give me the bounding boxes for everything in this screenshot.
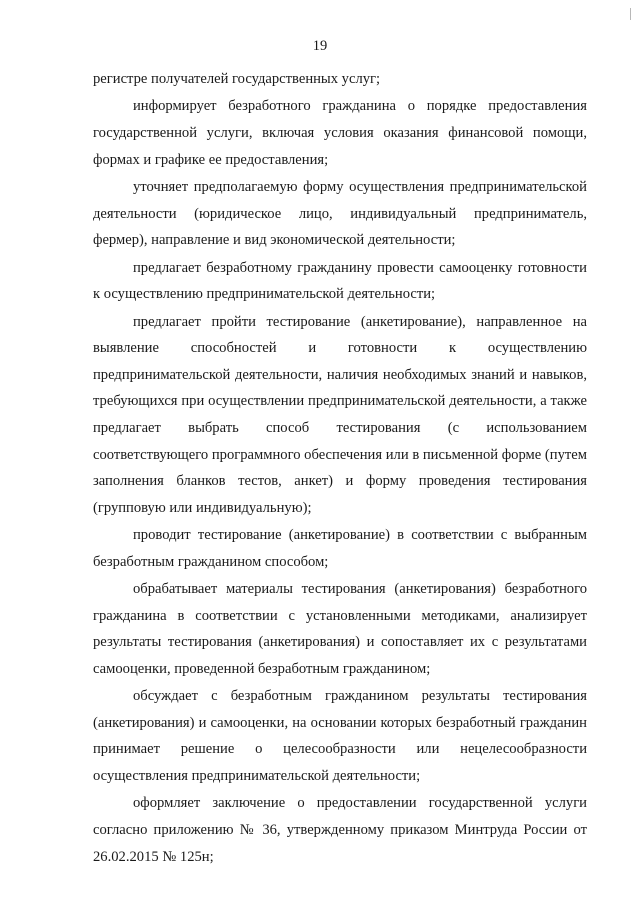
paragraph-registry-continuation: регистре получателей государственных услуг; xyxy=(93,71,381,87)
scan-edge-mark xyxy=(630,8,631,20)
paragraph-discuss-results: обсуждает с безработным гражданином результаты тестирования (анкетирования) и самооценки, на основании которых безработный гражданин принимает решение о целесообразности или нецелесообразности осуществления предпринимательской деятельности; xyxy=(93,688,587,785)
page-number: 19 xyxy=(312,38,328,54)
paragraph-self-assessment: предлагает безработному гражданину провести самооценку готовности к осуществлению предпринимательской деятельности; xyxy=(93,259,587,303)
paragraph-inform-procedure: информирует безработного гражданина о порядке предоставления государственной услуги, включая условия оказания финансовой помощи, формах и графике ее предоставления; xyxy=(93,98,587,168)
paragraph-clarify-business-form: уточняет предполагаемую форму осуществления предпринимательской деятельности (юридическое лицо, индивидуальный предприниматель, фермер), направление и вид экономической деятельности; xyxy=(93,178,587,249)
document-body xyxy=(93,66,587,871)
paragraph-issue-conclusion: оформляет заключение о предоставлении государственной услуги согласно приложению № 36, утвержденному приказом Минтруда России от 26.02.2015 № 125н; xyxy=(93,795,587,865)
paragraph-process-results: обрабатывает материалы тестирования (анкетирования) безработного гражданина в соответствии с установленными методиками, анализирует результаты тестирования (анкетирования) и сопоставляет их с результатами самооценки, проведенной безработным гражданином; xyxy=(93,581,587,677)
paragraph-testing-offer: предлагает пройти тестирование (анкетирование), направленное на выявление способностей и готовности к осуществлению предпринимательской деятельности, наличия необходимых знаний и навыков, требующихся при осуществлении предпринимательской деятельности, а также предлагает выбрать способ тестирования (с использованием соответствующего программного обеспечения или в письменной форме (путем заполнения бланков тестов, анкет) и форму проведения тестирования (групповую или индивидуальную); xyxy=(93,313,587,516)
paragraph-conduct-testing: проводит тестирование (анкетирование) в соответствии с выбранным безработным гражданином способом; xyxy=(93,527,587,570)
